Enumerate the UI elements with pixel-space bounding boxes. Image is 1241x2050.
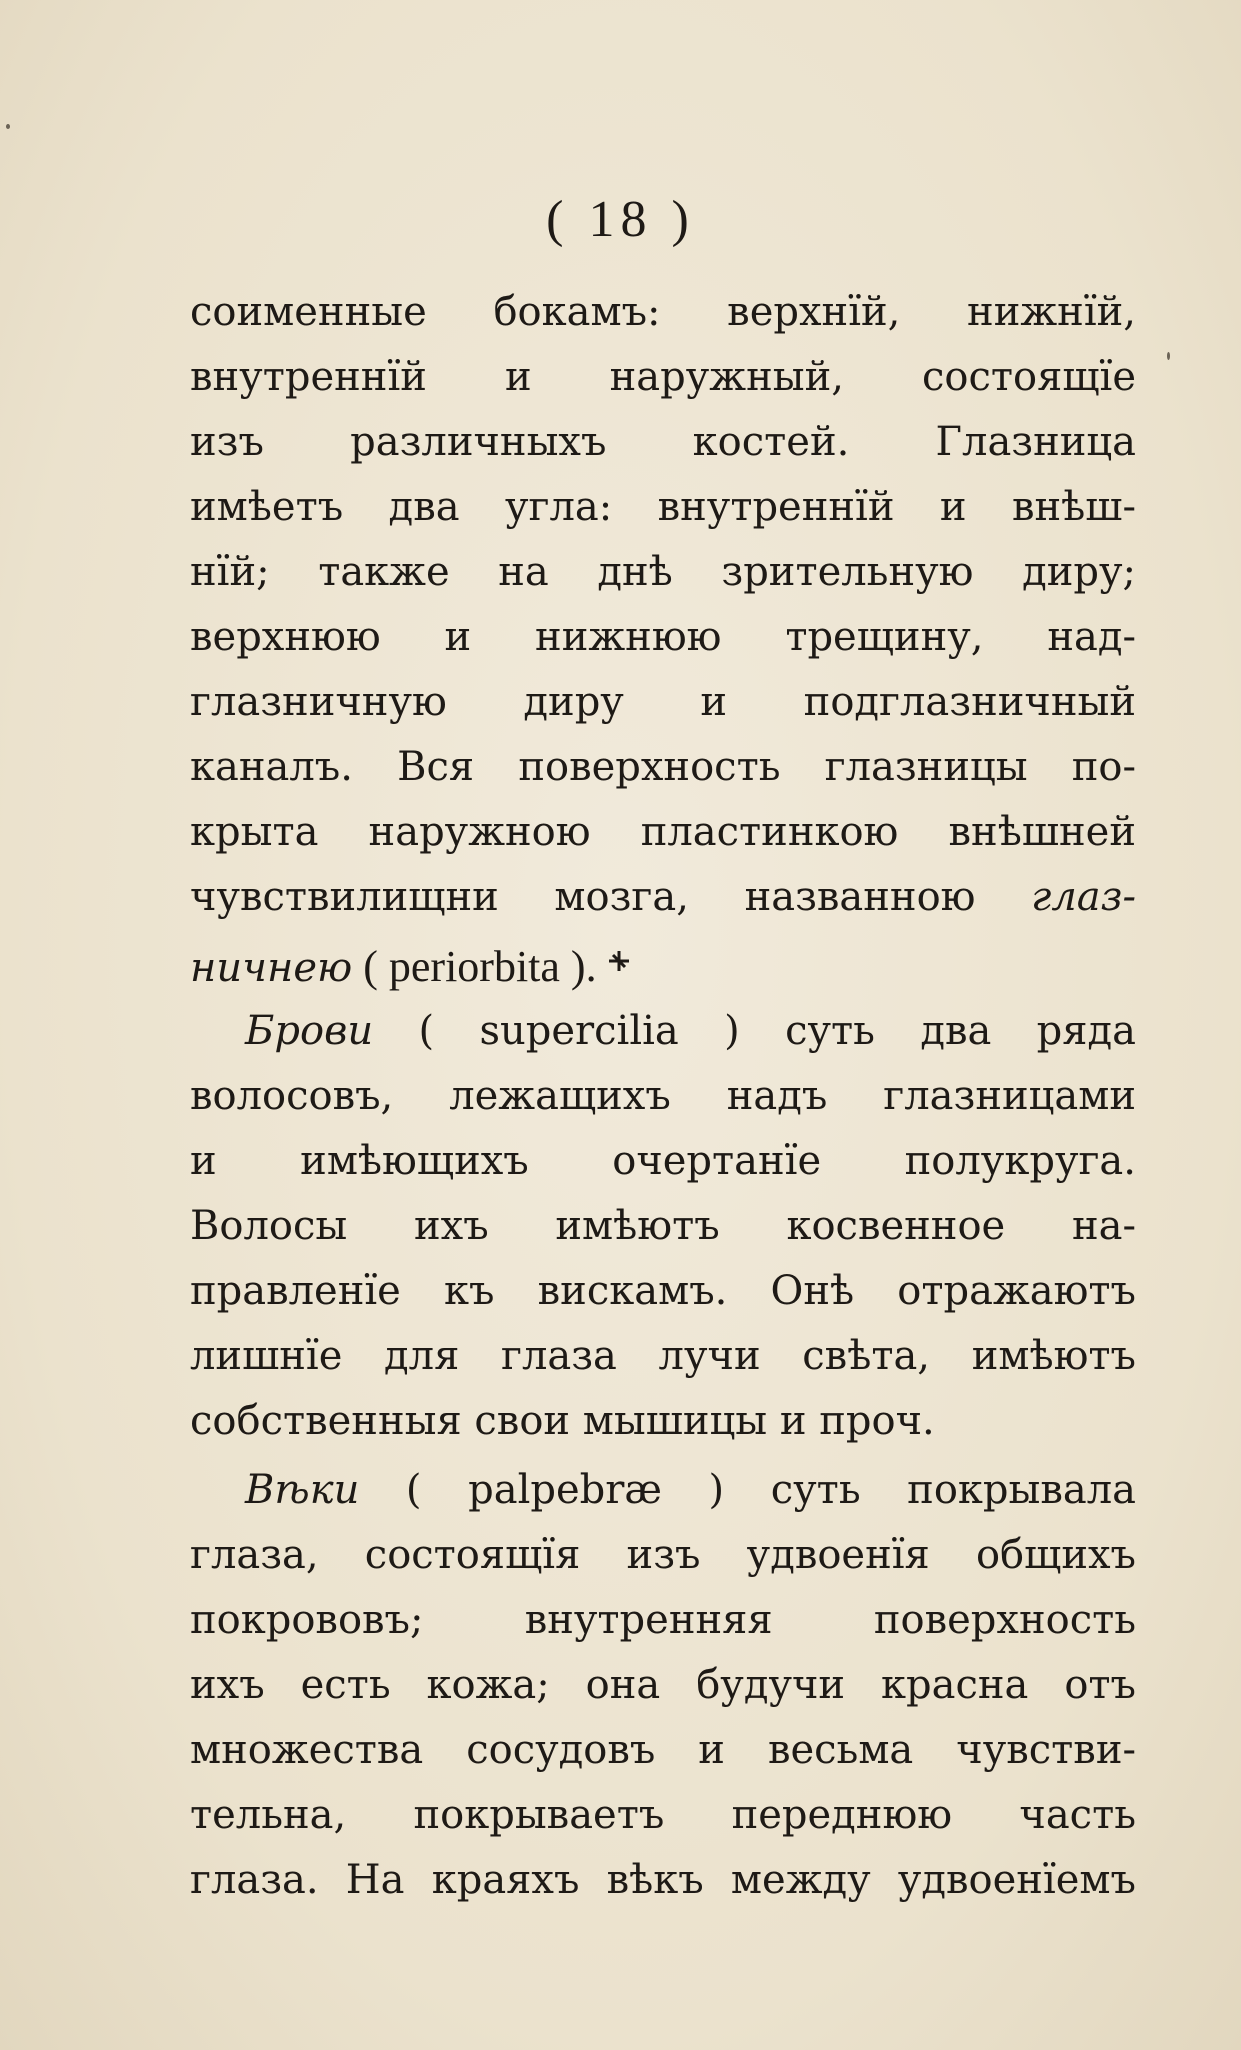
text-line-with-italic [190,1458,1136,1523]
text-span: ( supercilia ) суть два ряда [373,1008,1136,1054]
latin-term: ( periorbita ). [352,942,597,991]
text-line: внутреннїй и наружный, состоящїе [190,354,1136,400]
text-line: правленїе къ вискамъ. Онѣ отражаютъ [190,1268,1136,1314]
text-line: Волосы ихъ имѣютъ косвенное на- [190,1203,1136,1249]
text-span: ( palpebræ ) суть покрывала [359,1467,1136,1513]
paragraph-1 [190,280,1136,995]
paper-speck [6,124,10,129]
text-line-with-italic [190,930,1136,995]
text-line: и имѣющихъ очертанїе полукруга. [190,1138,1136,1184]
text-span: чувствилищни мозга, названною [190,874,1032,920]
italic-term: Вѣки [245,1467,360,1513]
text-line: множества сосудовъ и весьма чувстви- [190,1727,1136,1773]
text-line: лишнїе для глаза лучи свѣта, имѣютъ [190,1333,1136,1379]
text-line: нїй; также на днѣ зрительную диру; [190,549,1136,595]
text-line: глазничную диру и подглазничный [190,679,1136,725]
text-line-with-italic [190,999,1136,1064]
paragraph-2 [190,999,1136,1454]
paper-speck [1167,352,1170,360]
text-line: тельна, покрываетъ переднюю часть [190,1792,1136,1838]
text-line: глаза, состоящїя изъ удвоенїя общихъ [190,1532,1136,1578]
text-line-with-italic [190,865,1136,930]
italic-term: Брови [245,1008,374,1054]
text-line: покрововъ; внутренняя поверхность [190,1597,1136,1643]
text-line: верхнюю и нижнюю трещину, над- [190,614,1136,660]
text-line: изъ различныхъ костей. Глазница [190,419,1136,465]
text-line: крыта наружною пластинкою внѣшней [190,809,1136,855]
body-text [190,280,1136,1913]
italic-term: ничнею [190,945,353,991]
text-line: глаза. На краяхъ вѣкъ между удвоенїемъ [190,1857,1136,1903]
text-line: собственныя свои мышицы и проч. [190,1398,935,1444]
italic-term: глаз- [1031,874,1136,920]
paragraph-3 [190,1458,1136,1913]
text-line: соименные бокамъ: верхнїй, нижнїй, [190,289,1136,335]
text-line: каналъ. Вся поверхность глазницы по- [190,744,1136,790]
page-number: ( 18 ) [546,191,695,248]
text-line: имѣетъ два угла: внутреннїй и внѣш- [190,484,1136,530]
cross-mark-icon [605,930,633,958]
text-line: волосовъ, лежащихъ надъ глазницами [190,1073,1136,1119]
text-line: ихъ есть кожа; она будучи красна отъ [190,1662,1136,1708]
